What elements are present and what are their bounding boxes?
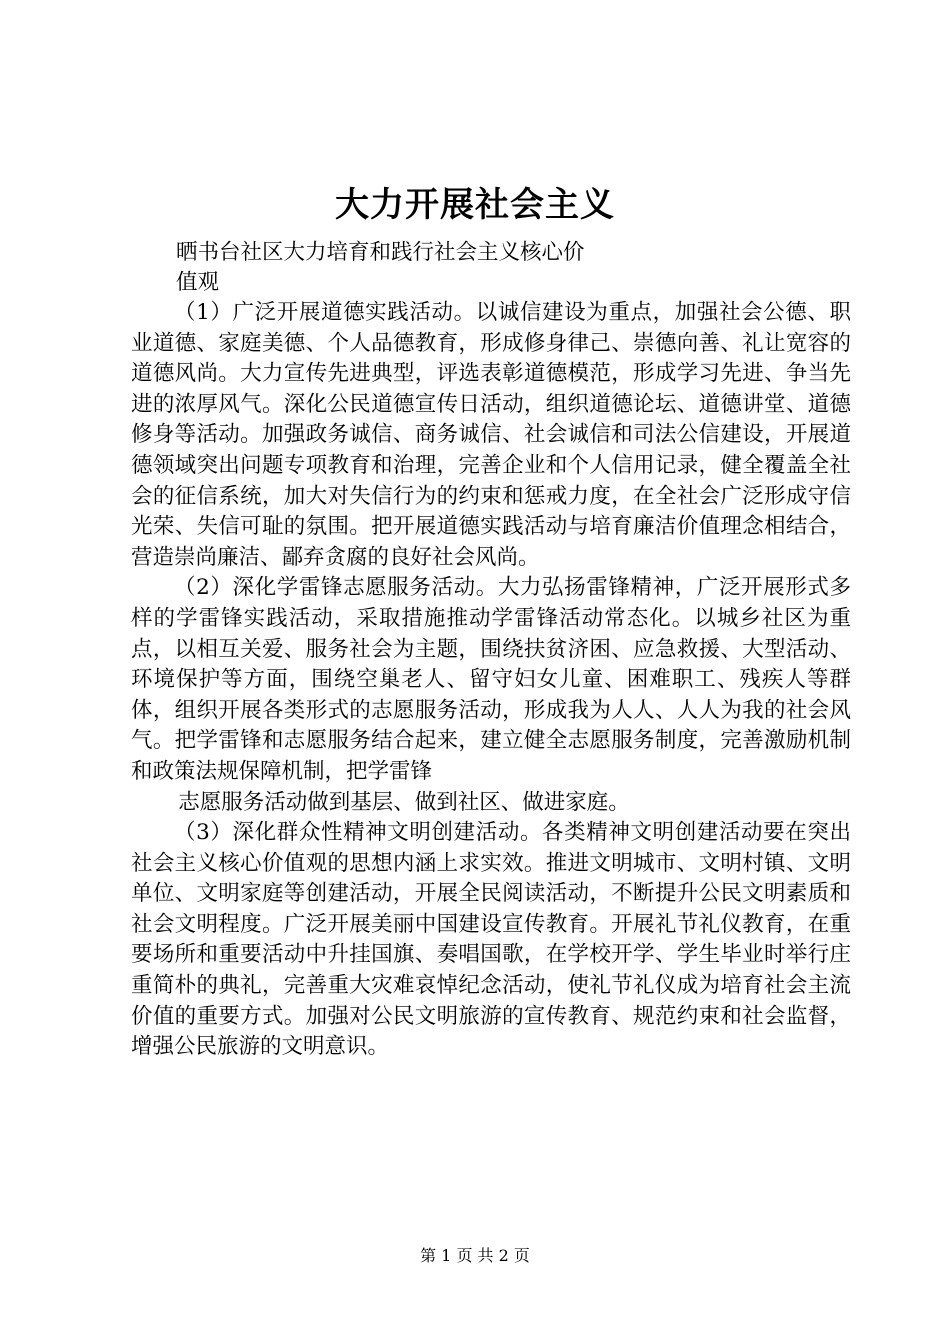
paragraph-civilization-creation: （3）深化群众性精神文明创建活动。各类精神文明创建活动要在突出社会主义核心价值观的思想内涵上求实效。推进文明城市、文明村镇、文明单位、文明家庭等创建活动，开展全民阅读活动，不断提升公民文明素质和社会文明程度。广泛开展美丽中国建设宣传教育。开展礼节礼仪教育，在重要场所和重要活动中升挂国旗、奏唱国歌，在学校开学、学生毕业时举行庄重简朴的典礼，完善重大灾难哀悼纪念活动，使礼节礼仪成为培育社会主流价值的重要方式。加强对公民文明旅游的宣传教育、规范约束和社会监督，增强公民旅游的文明意识。 <box>131 820 851 1060</box>
paragraph-moral-practice: （1）广泛开展道德实践活动。以诚信建设为重点，加强社会公德、职业道德、家庭美德、个人品德教育，形成修身律己、崇德向善、礼让宽容的道德风尚。大力宣传先进典型，评选表彰道德模范，形成学习先进、争当先进的浓厚风气。深化公民道德宣传日活动，组织道德论坛、道德讲堂、道德修身等活动。加强政务诚信、商务诚信、社会诚信和司法公信建设，开展道德领域突出问题专项教育和治理，完善企业和个人信用记录，健全覆盖全社会的征信系统，加大对失信行为的约束和惩戒力度，在全社会广泛形成守信光荣、失信可耻的氛围。把开展道德实践活动与培育廉洁价值理念相结合，营造崇尚廉洁、鄙弃贪腐的良好社会风尚。 <box>131 300 851 570</box>
paragraph-volunteer-continuation: 志愿服务活动做到基层、做到社区、做进家庭。 <box>178 789 630 815</box>
document-title: 大力开展社会主义 <box>335 185 615 225</box>
page-footer: 第 1 页 共 2 页 <box>420 1246 530 1265</box>
document-body <box>131 298 851 1063</box>
document-subtitle: 晒书台社区大力培育和践行社会主义核心价值观 <box>176 240 585 295</box>
paragraph-volunteer-service: （2）深化学雷锋志愿服务活动。大力弘扬雷锋精神，广泛开展形式多样的学雷锋实践活动，采取措施推动学雷锋活动常态化。以城乡社区为重点，以相互关爱、服务社会为主题，围绕扶贫济困、应急救援、大型活动、环境保护等方面，围绕空巢老人、留守妇女儿童、困难职工、残疾人等群体，组织开展各类形式的志愿服务活动，形成我为人人、人人为我的社会风气。把学雷锋和志愿服务结合起来，建立健全志愿服务制度，完善激励机制和政策法规保障机制，把学雷锋 <box>131 575 851 784</box>
